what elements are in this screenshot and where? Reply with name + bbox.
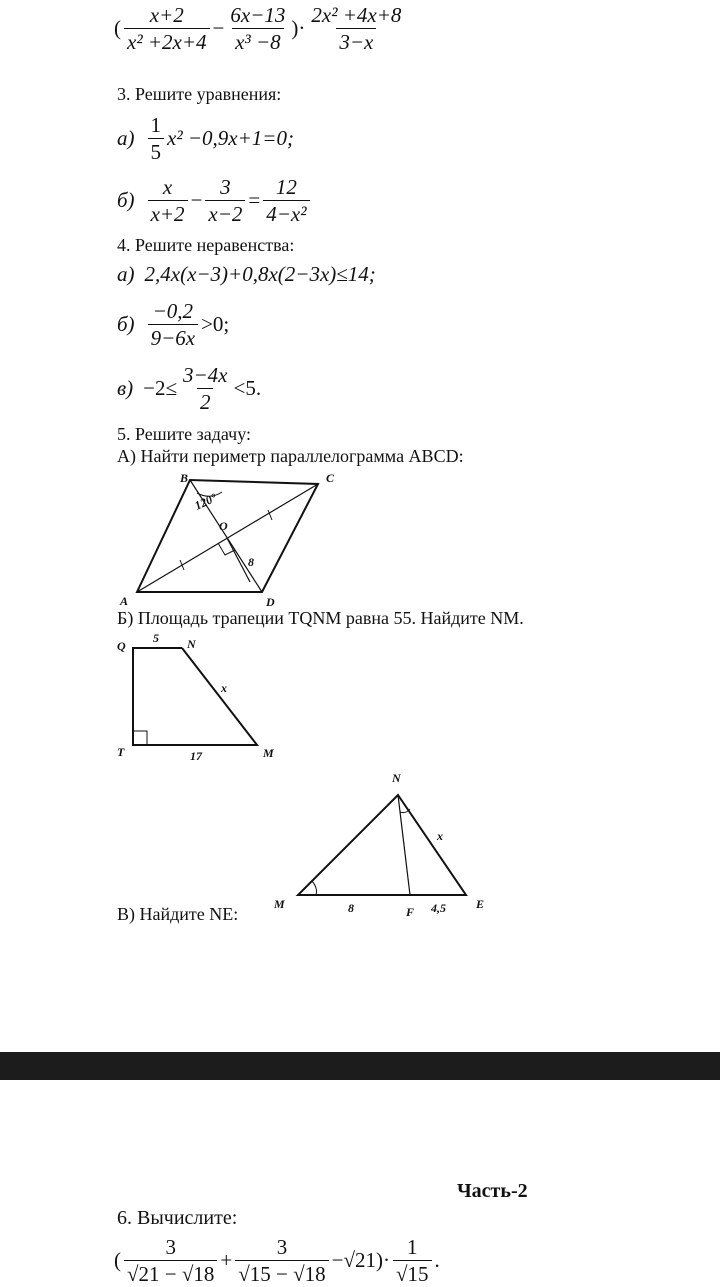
- vertex-label: A: [120, 594, 129, 608]
- denominator: x³ −8: [232, 28, 284, 55]
- task-5a-text: А) Найти периметр параллелограмма ABCD:: [117, 446, 464, 466]
- triangle-figure: [298, 795, 466, 895]
- vertex-label: C: [326, 471, 335, 485]
- numerator: 3: [220, 175, 231, 199]
- operator: +: [220, 1248, 233, 1272]
- expression-6: [114, 1234, 440, 1287]
- numerator: 12: [275, 175, 297, 199]
- item-label: а): [117, 126, 135, 150]
- vertex-label: N: [392, 771, 401, 785]
- vertex-label: M: [274, 897, 285, 911]
- numerator: 3: [165, 1235, 176, 1259]
- denominator: x−2: [205, 200, 245, 227]
- numerator: 2x² +4x+8: [311, 3, 402, 27]
- length-label: 8: [348, 901, 354, 915]
- paren: (: [114, 1248, 121, 1272]
- denominator: √15 − √18: [235, 1260, 328, 1287]
- task-4-title: 4. Решите неравенства:: [117, 235, 295, 255]
- task-3-title: 3. Решите уравнения:: [117, 84, 282, 104]
- task-5b-text: Б) Площадь трапеции TQNM равна 55. Найдите NM.: [117, 608, 524, 628]
- operator: )·: [291, 16, 306, 40]
- length-label: 5: [153, 631, 159, 645]
- denominator: x+2: [148, 200, 188, 227]
- item-label: б): [117, 312, 135, 336]
- length-label: x: [437, 829, 443, 843]
- numerator: 1: [150, 113, 161, 137]
- expression: x² −0,9x+1=0;: [167, 126, 294, 150]
- expression: −√21)·: [331, 1248, 391, 1272]
- vertex-label: T: [117, 745, 125, 759]
- operator: −: [190, 188, 203, 212]
- operator: =: [248, 188, 261, 212]
- expression: <5.: [233, 376, 262, 400]
- denominator: 2: [197, 388, 214, 415]
- denominator: 9−6x: [148, 324, 199, 351]
- expression: −2≤: [143, 376, 177, 400]
- operator: −: [212, 16, 225, 40]
- vertex-label: E: [476, 897, 485, 911]
- vertex-label: N: [187, 637, 196, 651]
- task-5c-text: В) Найдите NE:: [117, 904, 239, 924]
- vertex-label: Q: [117, 639, 126, 653]
- denominator: 4−x²: [263, 200, 309, 227]
- numerator: −0,2: [152, 299, 194, 323]
- period: .: [434, 1248, 440, 1272]
- item-label: а): [117, 262, 135, 286]
- vertex-label: B: [180, 471, 189, 485]
- item-label: в): [117, 376, 134, 400]
- task-5-title: 5. Решите задачу:: [117, 424, 251, 444]
- denominator: √21 − √18: [124, 1260, 217, 1287]
- angle-label: 120°: [192, 490, 219, 513]
- length-label: x: [221, 681, 227, 695]
- denominator: 3−x: [336, 28, 376, 55]
- vertex-label: D: [266, 595, 275, 609]
- length-label: 8: [248, 555, 254, 569]
- length-label: 4,5: [431, 901, 446, 915]
- denominator: √15: [393, 1260, 432, 1287]
- denominator: x² +2x+4: [124, 28, 210, 55]
- trapezoid-figure: [133, 648, 257, 745]
- item-label: б): [117, 188, 135, 212]
- expression: >0;: [201, 312, 230, 336]
- numerator: 6x−13: [230, 3, 286, 27]
- task-6-title: 6. Вычислите:: [117, 1207, 238, 1229]
- paren: (: [114, 16, 121, 40]
- numerator: 3: [276, 1235, 288, 1259]
- part-2-heading: Часть-2: [457, 1180, 528, 1202]
- length-label: 17: [190, 749, 202, 763]
- page-separator: [0, 1052, 720, 1080]
- expression: 2,4x(x−3)+0,8x(2−3x)≤14;: [144, 262, 376, 286]
- numerator: 1: [407, 1235, 418, 1259]
- vertex-label: M: [263, 746, 274, 760]
- vertex-label: O: [219, 519, 228, 533]
- numerator: x: [162, 175, 173, 199]
- vertex-label: F: [406, 905, 415, 919]
- denominator: 5: [148, 138, 165, 165]
- parallelogram-figure: [137, 480, 318, 592]
- numerator: 3−4x: [182, 363, 228, 387]
- numerator: x+2: [149, 3, 184, 27]
